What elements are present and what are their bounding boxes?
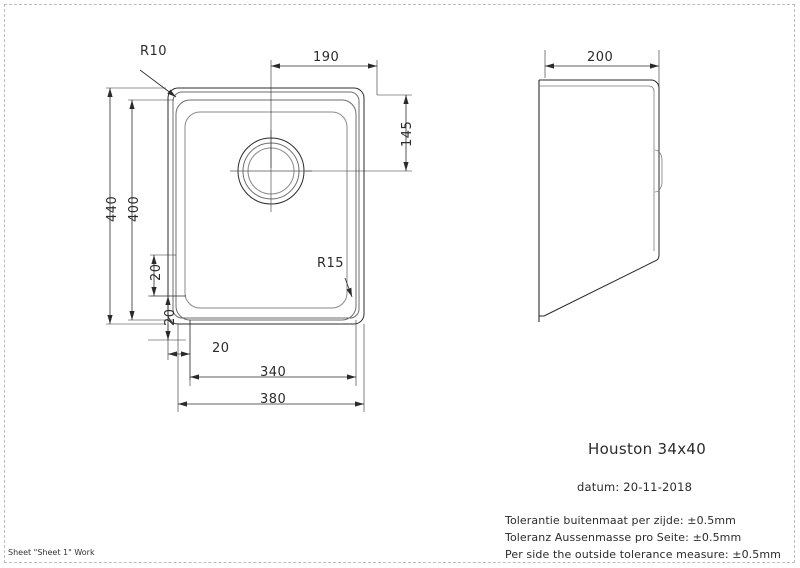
drawing-date: datum: 20-11-2018 (577, 480, 693, 494)
label-20-bottom: 20 (212, 341, 230, 356)
label-340: 340 (260, 365, 287, 380)
label-r10: R10 (140, 44, 168, 59)
tolerance-en: Per side the outside tolerance measure: ±0.5mm (505, 548, 781, 561)
tolerance-de: Toleranz Aussenmasse pro Seite: ±0.5mm (505, 531, 742, 544)
side-inner-rim (539, 86, 654, 251)
label-145: 145 (400, 120, 415, 147)
basin-rim-outline (173, 92, 359, 318)
sheet-footer-label: Sheet "Sheet 1" Work (8, 548, 95, 557)
label-200: 200 (587, 50, 614, 65)
label-400: 400 (127, 195, 142, 222)
tolerance-nl: Tolerantie buitenmaat per zijde: ±0.5mm (505, 514, 736, 527)
product-title: Houston 34x40 (588, 440, 707, 458)
r10-leader (140, 70, 176, 97)
label-190: 190 (313, 50, 340, 65)
label-r15: R15 (317, 256, 345, 271)
label-440: 440 (105, 195, 120, 222)
label-20-left: 20 (149, 263, 164, 281)
basin-inner-top-edge (176, 100, 356, 320)
r15-leader (345, 278, 352, 297)
basin-outer-outline (168, 88, 364, 324)
side-top-edge (539, 80, 659, 88)
basin-bowl-bottom (185, 112, 347, 308)
side-front-face (544, 88, 659, 316)
label-380: 380 (260, 392, 287, 407)
label-20-lower: 20 (163, 308, 178, 326)
